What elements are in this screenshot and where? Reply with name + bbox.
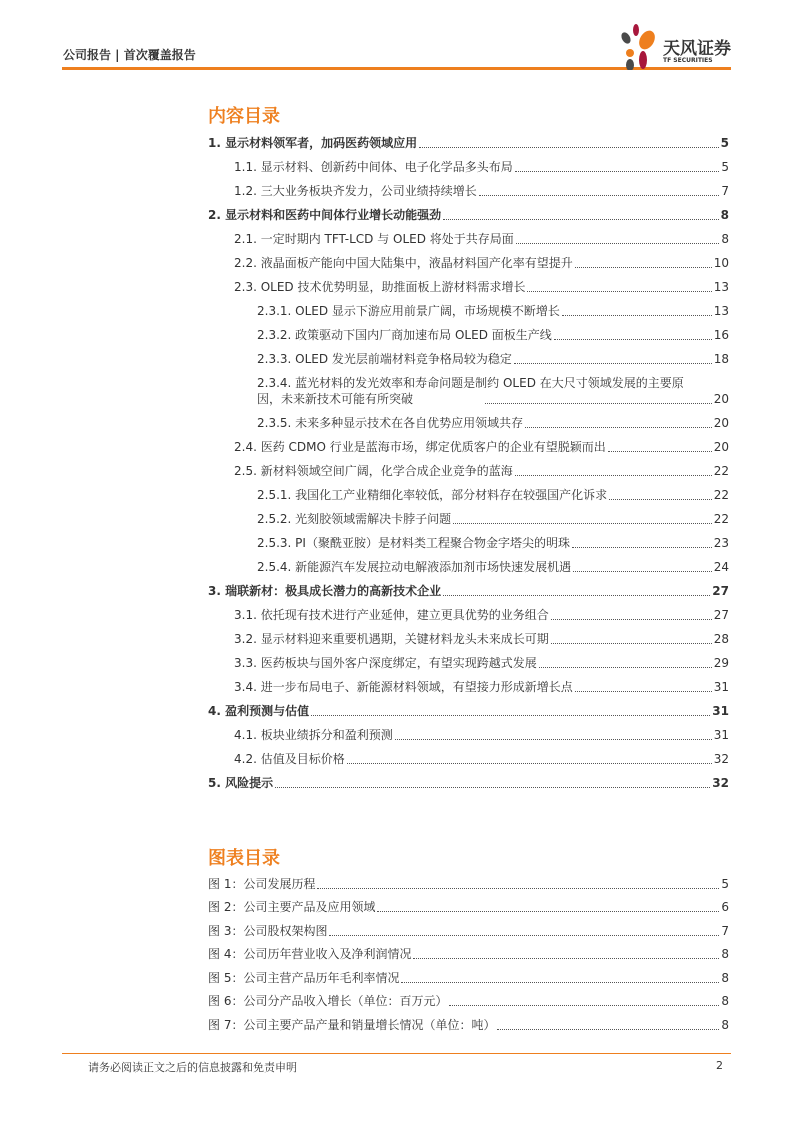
toc-entry-page: 31 (712, 704, 729, 718)
figure-entry-page: 8 (721, 994, 729, 1008)
toc-entry-page: 23 (713, 536, 729, 550)
toc-entry-page: 22 (713, 464, 729, 478)
toc-entry-text: 2.3.2. 政策驱动下国内厂商加速布局 OLED 面板生产线 (257, 328, 552, 342)
toc-entry-text: 2.3. OLED 技术优势明显，助推面板上游材料需求增长 (234, 280, 526, 294)
footer-disclaimer: 请务必阅读正文之后的信息披露和免责申明 (88, 1061, 297, 1074)
toc-entry-text: 1. 显示材料领军者，加码医药领域应用 (208, 136, 418, 150)
toc-entry[interactable] (208, 554, 729, 578)
toc-entry-text: 3. 瑞联新材：极具成长潜力的高新技术企业 (208, 584, 442, 598)
dot-leader (573, 571, 712, 572)
dot-leader (608, 451, 712, 452)
toc-entry-text: 2.4. 医药 CDMO 行业是蓝海市场，绑定优质客户的企业有望脱颖而出 (234, 440, 606, 454)
toc-entry[interactable] (208, 602, 729, 626)
dot-leader (377, 911, 719, 912)
figure-entry-page: 7 (721, 923, 729, 938)
dot-leader (609, 499, 712, 500)
toc-entry-text: 2.3.3. OLED 发光层前端材料竞争格局较为稳定 (257, 352, 512, 366)
figure-entry-text: 图 3：公司股权架构图 (208, 923, 328, 938)
toc-entry[interactable] (208, 274, 729, 298)
toc-entry-text: 2.3.5. 未来多种显示技术在各自优势应用领域共存 (257, 416, 524, 430)
toc-entry[interactable] (208, 410, 729, 434)
toc-entry-text: 2.5.2. 光刻胶领域需解决卡脖子问题 (257, 512, 452, 526)
toc-entry[interactable] (208, 298, 729, 322)
toc-entry[interactable] (208, 626, 729, 650)
dot-leader (317, 888, 719, 889)
toc-entry[interactable] (208, 178, 729, 202)
dot-leader (516, 243, 720, 244)
toc-entry[interactable] (208, 506, 729, 530)
toc-entry-page: 22 (713, 488, 729, 502)
toc-entry-text: 5. 风险提示 (208, 776, 274, 790)
toc-entry[interactable] (208, 650, 729, 674)
toc-entry-page: 13 (713, 304, 729, 318)
figure-entry[interactable] (208, 918, 729, 942)
dot-leader (329, 935, 719, 936)
dot-leader (515, 171, 720, 172)
toc-entry[interactable] (208, 458, 729, 482)
toc-entry-page: 32 (713, 752, 729, 766)
toc-entry-page: 8 (720, 208, 729, 222)
toc-entry-page: 31 (713, 680, 729, 694)
dot-leader (554, 339, 712, 340)
toc-entry[interactable] (208, 346, 729, 370)
figure-entry[interactable] (208, 895, 729, 919)
toc-entry-text: 2.3.1. OLED 显示下游应用前景广阔，市场规模不断增长 (257, 304, 560, 318)
toc-entry-page: 7 (721, 184, 729, 198)
toc-entry[interactable] (208, 746, 729, 770)
toc-entry-text: 2.3.4. 蓝光材料的发光效率和寿命问题是制约 OLED 在大尺寸领域发展的主要原 (257, 376, 684, 390)
toc-entry-text: 3.1. 依托现有技术进行产业延伸，建立更具优势的业务组合 (234, 608, 549, 622)
figure-entry-page: 8 (721, 947, 729, 961)
dot-leader (514, 363, 712, 364)
dot-leader (575, 267, 712, 268)
dot-leader (395, 739, 712, 740)
logo-english-name: TF SECURITIES (663, 57, 713, 64)
dot-leader (497, 1029, 719, 1030)
dot-leader (413, 958, 719, 959)
dot-leader (443, 595, 710, 596)
toc-entry-page: 28 (713, 632, 729, 646)
figure-entry[interactable] (208, 1012, 729, 1036)
report-type-label: 公司报告 | 首次覆盖报告 (63, 48, 196, 62)
dot-leader (275, 787, 710, 788)
dot-leader (401, 982, 719, 983)
toc-entry-text: 4.1. 板块业绩拆分和盈利预测 (234, 728, 393, 742)
dot-leader (449, 1005, 719, 1006)
toc-entry-page: 5 (721, 160, 729, 174)
toc-entry-text: 3.4. 进一步布局电子、新能源材料领域，有望接力形成新增长点 (234, 680, 573, 694)
dot-leader (419, 147, 719, 148)
toc-entry[interactable] (208, 154, 729, 178)
toc-entry[interactable] (208, 578, 729, 602)
figure-entry-page: 8 (721, 970, 729, 985)
toc-entry-text-cont: 因，未来新技术可能有所突破 (257, 392, 414, 406)
toc-entry-text: 2.5. 新材料领域空间广阔，化学合成企业竞争的蓝海 (234, 464, 513, 478)
dot-leader (443, 219, 719, 220)
dot-leader (479, 195, 720, 196)
toc-entry-text: 2.5.1. 我国化工产业精细化率较低，部分材料存在较强国产化诉求 (257, 488, 608, 502)
toc-entry-page: 20 (713, 392, 729, 406)
toc-entry-page: 29 (713, 656, 729, 670)
toc-entry-line2 (257, 391, 729, 407)
toc-entry-page: 22 (713, 512, 729, 526)
figure-entry-text: 图 6：公司分产品收入增长（单位：百万元） (208, 994, 448, 1008)
toc-entry[interactable] (208, 250, 729, 274)
toc-entry-text: 2.5.3. PI（聚酰亚胺）是材料类工程聚合物金字塔尖的明珠 (257, 536, 570, 550)
toc-entry[interactable] (208, 674, 729, 698)
toc-entry-page: 8 (721, 232, 729, 246)
toc-entry[interactable] (208, 482, 729, 506)
toc-entry-text: 2. 显示材料和医药中间体行业增长动能强劲 (208, 208, 442, 222)
dot-leader (562, 315, 712, 316)
figure-entry[interactable] (208, 871, 729, 895)
toc-entry-page: 24 (713, 560, 729, 574)
toc-entry[interactable] (208, 698, 729, 722)
figure-entry-text: 图 2：公司主要产品及应用领域 (208, 900, 376, 914)
dot-leader (311, 715, 710, 716)
dot-leader (575, 691, 712, 692)
dot-leader (347, 763, 712, 764)
toc-entry-page: 32 (712, 776, 729, 790)
figure-entry[interactable] (208, 965, 729, 989)
dot-leader (551, 619, 712, 620)
toc-entry-text-wrap (257, 375, 729, 407)
table-of-contents (208, 130, 729, 794)
toc-entry-text: 1.2. 三大业务板块齐发力，公司业绩持续增长 (234, 184, 477, 198)
toc-entry[interactable] (208, 770, 729, 794)
dot-leader (453, 523, 712, 524)
toc-entry[interactable] (208, 322, 729, 346)
toc-entry-page: 27 (713, 608, 729, 622)
toc-entry-page: 16 (713, 328, 729, 342)
page-number: 2 (716, 1059, 723, 1072)
toc-title: 内容目录 (208, 106, 280, 127)
toc-entry[interactable] (208, 722, 729, 746)
toc-entry-text: 3.2. 显示材料迎来重要机遇期，关键材料龙头未来成长可期 (234, 632, 549, 646)
figure-entry-text: 图 5：公司主营产品历年毛利率情况 (208, 970, 400, 985)
figure-entry-text: 图 1：公司发展历程 (208, 876, 316, 891)
dot-leader (527, 291, 711, 292)
toc-entry[interactable] (208, 130, 729, 154)
dot-leader (515, 475, 712, 476)
toc-entry[interactable] (208, 370, 729, 410)
toc-entry[interactable] (208, 226, 729, 250)
figure-entry[interactable] (208, 989, 729, 1013)
toc-entry-text: 4. 盈利预测与估值 (208, 704, 310, 718)
figure-entry-text: 图 7：公司主要产品产量和销量增长情况（单位：吨） (208, 1017, 496, 1032)
toc-entry-text: 2.1. 一定时期内 TFT-LCD 与 OLED 将处于共存局面 (234, 232, 514, 246)
figure-entry-page: 8 (721, 1017, 729, 1032)
figure-entry-page: 5 (721, 876, 729, 891)
toc-entry[interactable] (208, 530, 729, 554)
toc-entry-text: 2.2. 液晶面板产能向中国大陆集中，液晶材料国产化率有望提升 (234, 256, 573, 270)
figure-entry-text: 图 4：公司历年营业收入及净利润情况 (208, 947, 412, 961)
figure-entry[interactable] (208, 942, 729, 966)
toc-entry-text: 1.1. 显示材料、创新药中间体、电子化学品多头布局 (234, 160, 513, 174)
dot-leader (572, 547, 712, 548)
figure-list (208, 871, 729, 1036)
toc-entry-text: 3.3. 医药板块与国外客户深度绑定，有望实现跨越式发展 (234, 656, 537, 670)
figure-entry-page: 6 (721, 900, 729, 914)
toc-entry-page: 27 (712, 584, 729, 598)
toc-entry-page: 18 (713, 352, 729, 366)
toc-entry-text: 4.2. 估值及目标价格 (234, 752, 345, 766)
toc-entry[interactable] (208, 202, 729, 226)
toc-entry-page: 10 (713, 256, 729, 270)
dot-leader (525, 427, 712, 428)
figures-title: 图表目录 (208, 848, 280, 869)
dot-leader (539, 667, 712, 668)
toc-entry[interactable] (208, 434, 729, 458)
footer-divider (62, 1053, 731, 1054)
toc-entry-page: 20 (713, 416, 729, 430)
toc-entry-page: 31 (713, 728, 729, 742)
logo-chinese-name: 天风证券 (663, 39, 731, 59)
dot-leader (485, 403, 711, 404)
toc-entry-page: 13 (713, 280, 729, 294)
toc-entry-text: 2.5.4. 新能源汽车发展拉动电解液添加剂市场快速发展机遇 (257, 560, 572, 574)
dot-leader (551, 643, 712, 644)
toc-entry-page: 20 (713, 440, 729, 454)
toc-entry-page: 5 (720, 136, 729, 150)
